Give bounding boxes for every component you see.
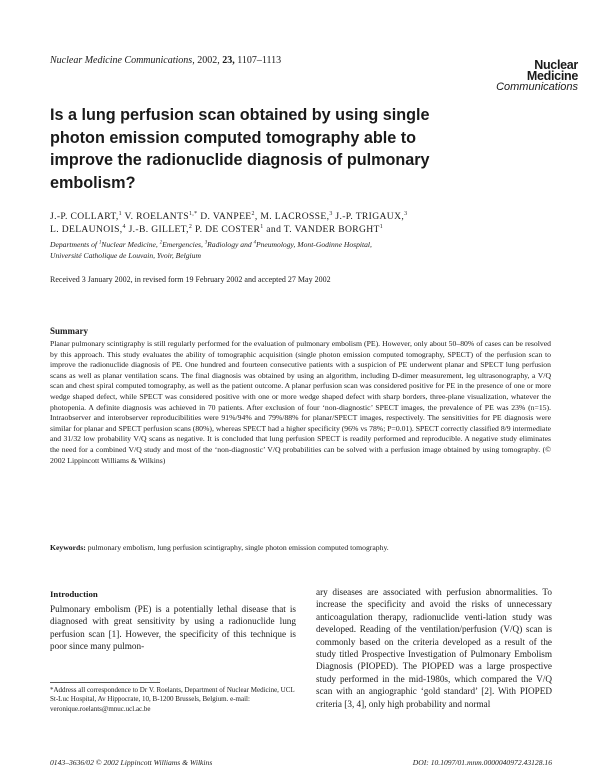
summary-heading: Summary bbox=[50, 326, 88, 336]
author-sup: 3 bbox=[404, 210, 408, 217]
introduction-right-column: ary diseases are associated with perfusion abnormalities. To increase the specificity and avoid the risks of unnecessary anticoagulation therapy, radionuclide venti-lation study was developed. Reading of the ventilation/perfusion (V/Q) scan is commonly based on the criteria developed as a result of the study titled Prospective Investigation of Pulmonary Embolism Diagnosis (PIOPED). The PIOPED was a large prospective study performed in the mid-1980s, which compared the V/Q scan with an angiographic ‘gold standard’ [2]. With PIOPED criteria [3, 4], only high probability and normal bbox=[316, 587, 552, 709]
logo-line-2: Medicine bbox=[526, 69, 578, 83]
author: , M. LACROSSE, bbox=[254, 211, 330, 222]
author: D. VANPEE bbox=[197, 211, 252, 222]
introduction-heading: Introduction bbox=[50, 589, 98, 599]
correspondence-footnote: *Address all correspondence to Dr V. Roelants, Department of Nuclear Medicine, UCL St-Luc Hospital, Av Hippocrate, 10, B-1200 Brussels, Belgium. e-mail: veronique.roelants@mnuc.ucl.ac.be bbox=[50, 686, 295, 713]
author-sup: 1,* bbox=[188, 210, 198, 217]
abstract-text: Planar pulmonary scintigraphy is still regularly performed for the evaluation of pulmonary embolism (PE). However, only about 50–80% of cases can be resolved by this approach. This study evaluates the ability of tomographic acquisition (single photon emission computed tomography, SPECT) of the perfusion scan to improve the radionuclide diagnosis of PE. One hundred and fourteen consecutive patients with a suspicion of PE underwent planar and SPECT lung perfusion scans as well as planar ventilation scans. The final diagnosis was obtained by using an algorithm, including D-dimer measurement, leg ultrasonography, a V/Q scan and chest spiral computed tomography, as well as the patient outcome. A planar perfusion scan was considered positive for PE in the presence of one or more wedge shaped defect, while SPECT was considered positive with one or more wedge shaped defect with sharp borders, three-plane visualization, whatever the photopenia. A definite diagnosis was achieved in 70 patients. After exclusion of four ‘non-diagnostic’ SPECT images, the prevalence of PE was 23% (n=15). Intraobserver and interobserver reproducibilities were 91%/94% and 79%/88% for planar/SPECT images, respectively. The sensitivities for PE diagnosis were similar for planar and SPECT perfusion scans (80%), whereas SPECT had a higher specificity (96% vs 78%; P=0.01). SPECT correctly classified 8/9 intermediate and 31/32 low probability V/Q scans as negative. It is concluded that lung perfusion SPECT is readily performed and reproducible. A negative study eliminates the need for a combined V/Q study and most of the ‘non-diagnostic’ V/Q probabilities can be solved with a perfusion image obtained by using tomography. (© 2002 Lippincott Williams & Wilkins) bbox=[50, 339, 551, 465]
affiliation-university: Université Catholique de Louvain, Yvoir, Belgium bbox=[50, 251, 201, 260]
footer-doi: DOI: 10.1097/01.mnm.0000040972.43128.16 bbox=[412, 758, 552, 767]
affiliation-sup: 4 bbox=[253, 240, 256, 246]
journal-name: Nuclear Medicine Communications, bbox=[50, 55, 195, 66]
affiliation bbox=[50, 239, 550, 261]
author-sup: 2 bbox=[188, 223, 193, 230]
author: J.-P. TRIGAUX, bbox=[332, 211, 405, 222]
logo-line-3: Communications bbox=[496, 81, 578, 93]
footer-copyright: 0143–3636/02 © 2002 Lippincott Williams & Wilkins bbox=[50, 758, 213, 767]
author: V. ROELANTS bbox=[121, 211, 189, 222]
affiliation-text: Pneumology, Mont-Godinne Hospital, bbox=[255, 240, 372, 249]
author-sup: 2 bbox=[251, 210, 255, 217]
author-list bbox=[50, 210, 520, 236]
author-sup: 3 bbox=[329, 210, 333, 217]
author-sup: 1 bbox=[379, 223, 384, 230]
author: L. DELAUNOIS, bbox=[50, 224, 123, 235]
journal-volume: 23, bbox=[222, 55, 235, 66]
affiliation-sup: 1 bbox=[98, 240, 102, 246]
author-sup: 4 bbox=[122, 223, 126, 230]
author-sup: 1 bbox=[260, 223, 264, 230]
logo-line-1: Nuclear bbox=[534, 58, 578, 72]
author: J.-P. COLLART, bbox=[50, 211, 119, 222]
author: J.-B. GILLET, bbox=[125, 224, 189, 235]
footnote-divider bbox=[50, 682, 160, 683]
journal-citation bbox=[50, 55, 281, 66]
author: and T. VANDER BORGHT bbox=[263, 224, 380, 235]
article-title: Is a lung perfusion scan obtained by using single photon emission computed tomography able to improve the radionuclide diagnosis of pulmonary embolism? bbox=[50, 106, 430, 192]
journal-pages: 1107–1113 bbox=[234, 55, 282, 66]
keywords-text: pulmonary embolism, lung perfusion scintigraphy, single photon emission computed tomography. bbox=[85, 543, 389, 552]
author: P. DE COSTER bbox=[192, 224, 261, 235]
affiliation-text: Emergencies, bbox=[162, 240, 205, 249]
introduction-left-column: Pulmonary embolism (PE) is a potentially lethal disease that is diagnosed with great sensitivity by using a radionuclide lung perfusion scan [1]. However, the specificity of this technique is poor since many pulmon- bbox=[50, 604, 296, 652]
keywords-label: Keywords: bbox=[50, 543, 86, 552]
received-dates: Received 3 January 2002, in revised form 19 February 2002 and accepted 27 May 2002 bbox=[50, 275, 331, 284]
affiliation-text: Radiology and bbox=[207, 240, 254, 249]
affiliation-sup: 2 bbox=[159, 240, 163, 246]
affiliation-text: Departments of bbox=[50, 240, 99, 249]
journal-year: 2002, bbox=[194, 55, 223, 66]
affiliation-text: Nuclear Medicine, bbox=[101, 240, 160, 249]
affiliation-sup: 3 bbox=[204, 240, 208, 246]
author-sup: 1 bbox=[118, 210, 122, 217]
keywords bbox=[50, 543, 551, 554]
journal-logo bbox=[496, 60, 578, 93]
